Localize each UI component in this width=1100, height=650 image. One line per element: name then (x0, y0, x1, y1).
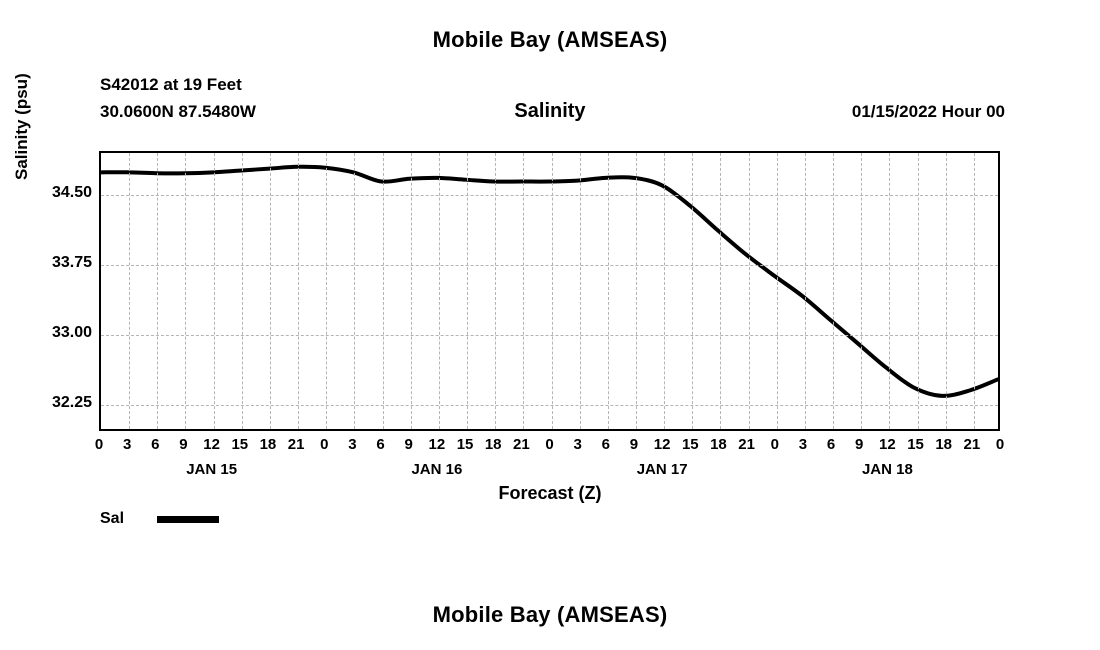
x-axis-tick-label: 18 (484, 436, 502, 453)
y-axis-tick-label: 33.75 (51, 254, 92, 271)
x-axis-tick-label: 3 (348, 436, 357, 453)
x-axis-tick-label: 3 (122, 436, 132, 453)
x-axis-tick-label: 0 (94, 436, 104, 453)
x-axis-tick-label: 6 (601, 436, 610, 453)
x-axis-day-label: JAN 18 (861, 461, 913, 478)
y-axis-tick-label: 34.50 (51, 184, 92, 201)
x-axis-tick-label: 0 (545, 436, 554, 453)
page-title-bottom: Mobile Bay (AMSEAS) (432, 602, 668, 627)
x-axis-tick-label: 21 (738, 436, 755, 453)
x-axis-tick-label: 9 (629, 436, 639, 453)
y-axis-label: Salinity (psu) (12, 73, 31, 180)
x-axis-tick-label: 15 (231, 436, 249, 453)
x-axis-tick-label: 18 (259, 436, 277, 453)
x-axis-tick-label: 15 (907, 436, 924, 453)
x-axis-tick-label: 21 (287, 436, 305, 453)
legend-swatch (157, 516, 219, 523)
x-axis-tick-label: 18 (710, 436, 727, 453)
plot-area (99, 151, 1000, 431)
station-id-label: S42012 at 19 Feet (100, 75, 242, 94)
x-axis-tick-label: 9 (179, 436, 188, 453)
gridline-horizontal (101, 195, 998, 196)
x-axis-tick-label: 18 (935, 436, 953, 453)
gridline-horizontal (101, 335, 998, 336)
x-axis-tick-label: 3 (798, 436, 808, 453)
legend-label: Sal (100, 510, 125, 527)
x-axis-tick-label: 12 (203, 436, 220, 453)
y-axis-ticks (0, 151, 92, 431)
x-axis-tick-label: 6 (826, 436, 836, 453)
x-axis-tick-label: 12 (653, 436, 671, 453)
x-axis-tick-label: 15 (456, 436, 474, 453)
gridline-horizontal (101, 405, 998, 406)
x-axis-tick-label: 0 (320, 436, 329, 453)
x-axis-tick-label: 3 (573, 436, 582, 453)
y-axis-tick-label: 32.25 (51, 394, 92, 411)
x-axis-tick-label: 12 (428, 436, 446, 453)
x-axis-label: Forecast (Z) (498, 483, 602, 503)
x-axis-tick-label: 6 (151, 436, 160, 453)
x-axis-tick-label: 21 (963, 436, 981, 453)
x-axis-tick-label: 12 (879, 436, 896, 453)
gridline-horizontal (101, 265, 998, 266)
y-axis-tick-label: 33.00 (51, 324, 92, 341)
x-axis-tick-label: 15 (681, 436, 699, 453)
series-line-sal (101, 167, 998, 396)
forecast-datestamp: 01/15/2022 Hour 00 (851, 102, 1005, 121)
x-axis-tick-label: 0 (995, 436, 1005, 453)
x-axis-tick-label: 0 (770, 436, 779, 453)
station-coordinates-label: 30.0600N 87.5480W (100, 102, 256, 121)
x-axis-tick-label: 21 (513, 436, 530, 453)
page-title-top: Mobile Bay (AMSEAS) (432, 27, 668, 52)
x-axis-day-label: JAN 16 (411, 461, 463, 478)
x-axis-tick-label: 9 (404, 436, 413, 453)
chart-subtitle: Salinity (514, 100, 586, 122)
x-axis-tick-label: 6 (376, 436, 385, 453)
x-axis-day-label: JAN 15 (186, 461, 238, 478)
x-axis-day-label: JAN 17 (636, 461, 688, 478)
x-axis-tick-label: 9 (855, 436, 864, 453)
